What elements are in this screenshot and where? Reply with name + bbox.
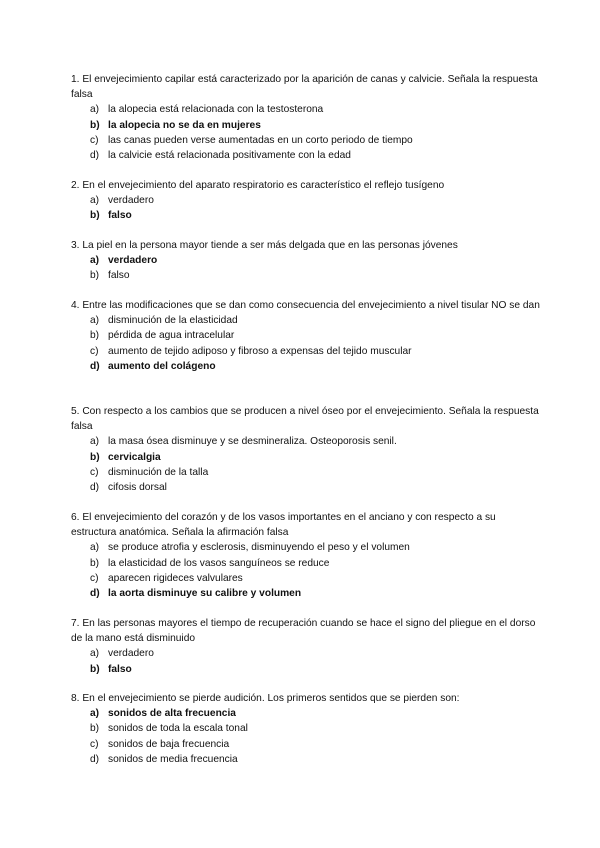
option-d [71,148,541,163]
option-text: pérdida de agua intracelular [108,330,235,342]
option-list [71,102,541,163]
option-a [71,646,541,661]
option-text: falso [108,663,132,675]
option-text: sonidos de baja frecuencia [108,738,230,750]
question-stem: 3. La piel en la persona mayor tiende a ser más delgada que en las personas jóvenes [71,240,458,251]
option-text: cifosis dorsal [108,481,167,493]
option-text: falso [108,210,132,222]
option-letter: b) [90,723,100,735]
option-letter: d) [90,587,100,599]
question-stem: 5. Con respecto a los cambios que se producen a nivel óseo por el envejecimiento. Señala la respuesta falsa [71,406,539,433]
question-4 [71,298,541,374]
option-text: verdadero [108,195,154,207]
option-list [71,706,541,767]
option-letter: a) [90,255,100,267]
option-text: sonidos de toda la escala tonal [108,723,248,735]
option-text: falso [108,270,130,282]
option-letter: b) [90,270,100,282]
option-text: disminución de la elasticidad [108,315,238,327]
option-text: la alopecia está relacionada con la testosterona [108,104,324,116]
option-text: sonidos de media frecuencia [108,753,238,765]
option-c [71,465,541,480]
option-c [71,133,541,148]
option-a [71,540,541,555]
option-a [71,706,541,721]
question-stem: 8. En el envejecimiento se pierde audición. Los primeros sentidos que se pierden son: [71,693,460,704]
option-b [71,268,541,283]
question-stem: 2. En el envejecimiento del aparato respiratorio es característico el reflejo tusígeno [71,180,445,191]
option-letter: a) [90,104,100,116]
question-stem: 7. En las personas mayores el tiempo de recuperación cuando se hace el signo del pliegue en el dorso de la mano está disminuido [71,618,536,645]
question-stem: 1. El envejecimiento capilar está caracterizado por la aparición de canas y calvicie. Señala la respuesta falsa [71,74,538,101]
option-letter: b) [90,330,100,342]
option-letter: a) [90,315,100,327]
option-letter: d) [90,753,100,765]
option-text: la alopecia no se da en mujeres [108,119,261,131]
option-letter: d) [90,149,100,161]
option-text: se produce atrofia y esclerosis, disminuyendo el peso y el volumen [108,542,410,554]
option-b [71,328,541,343]
option-d [71,359,541,374]
option-text: aumento del colágeno [108,360,216,372]
option-text: sonidos de alta frecuencia [108,708,236,720]
question-8 [71,691,541,767]
option-c [71,344,541,359]
option-text: verdadero [108,255,158,267]
option-letter: a) [90,648,100,660]
option-d [71,480,541,495]
option-c [71,737,541,752]
option-text: aumento de tejido adiposo y fibroso a expensas del tejido muscular [108,345,412,357]
option-list [71,434,541,495]
option-text: la masa ósea disminuye y se desmineraliza. Osteoporosis senil. [108,436,397,448]
option-list [71,253,541,283]
question-3 [71,238,541,284]
option-text: cervicalgia [108,451,161,463]
option-list [71,313,541,374]
question-6 [71,510,541,601]
question-5 [71,404,541,495]
option-letter: b) [90,557,100,569]
option-letter: a) [90,542,100,554]
option-text: las canas pueden verse aumentadas en un corto periodo de tiempo [108,134,413,146]
option-letter: d) [90,360,100,372]
option-a [71,313,541,328]
option-a [71,253,541,268]
option-letter: a) [90,195,100,207]
option-letter: c) [90,345,99,357]
option-b [71,556,541,571]
option-a [71,434,541,449]
question-stem: 4. Entre las modificaciones que se dan como consecuencia del envejecimiento a nivel tisular NO se dan [71,300,540,311]
option-a [71,193,541,208]
question-1 [71,72,541,163]
option-a [71,102,541,117]
option-letter: a) [90,436,100,448]
option-b [71,450,541,465]
option-list [71,646,541,676]
question-7 [71,616,541,677]
option-text: la calvicie está relacionada positivamente con la edad [108,149,351,161]
option-b [71,208,541,223]
option-b [71,662,541,677]
option-letter: b) [90,119,100,131]
question-stem: 6. El envejecimiento del corazón y de los vasos importantes en el anciano y con respecto a su estructura anatómica. Señala la afirmación falsa [71,512,496,539]
option-letter: c) [90,738,99,750]
option-d [71,752,541,767]
option-letter: b) [90,663,100,675]
option-text: verdadero [108,648,154,660]
option-letter: b) [90,210,100,222]
option-text: la elasticidad de los vasos sanguíneos se reduce [108,557,330,569]
option-letter: b) [90,451,100,463]
option-list [71,193,541,223]
option-text: disminución de la talla [108,466,209,478]
option-letter: a) [90,708,100,720]
option-letter: d) [90,481,100,493]
option-d [71,586,541,601]
option-b [71,118,541,133]
option-text: la aorta disminuye su calibre y volumen [108,587,302,599]
option-text: aparecen rigideces valvulares [108,572,243,584]
option-letter: c) [90,134,99,146]
option-c [71,571,541,586]
option-letter: c) [90,572,99,584]
option-list [71,540,541,601]
question-2 [71,178,541,224]
option-b [71,721,541,736]
option-letter: c) [90,466,99,478]
